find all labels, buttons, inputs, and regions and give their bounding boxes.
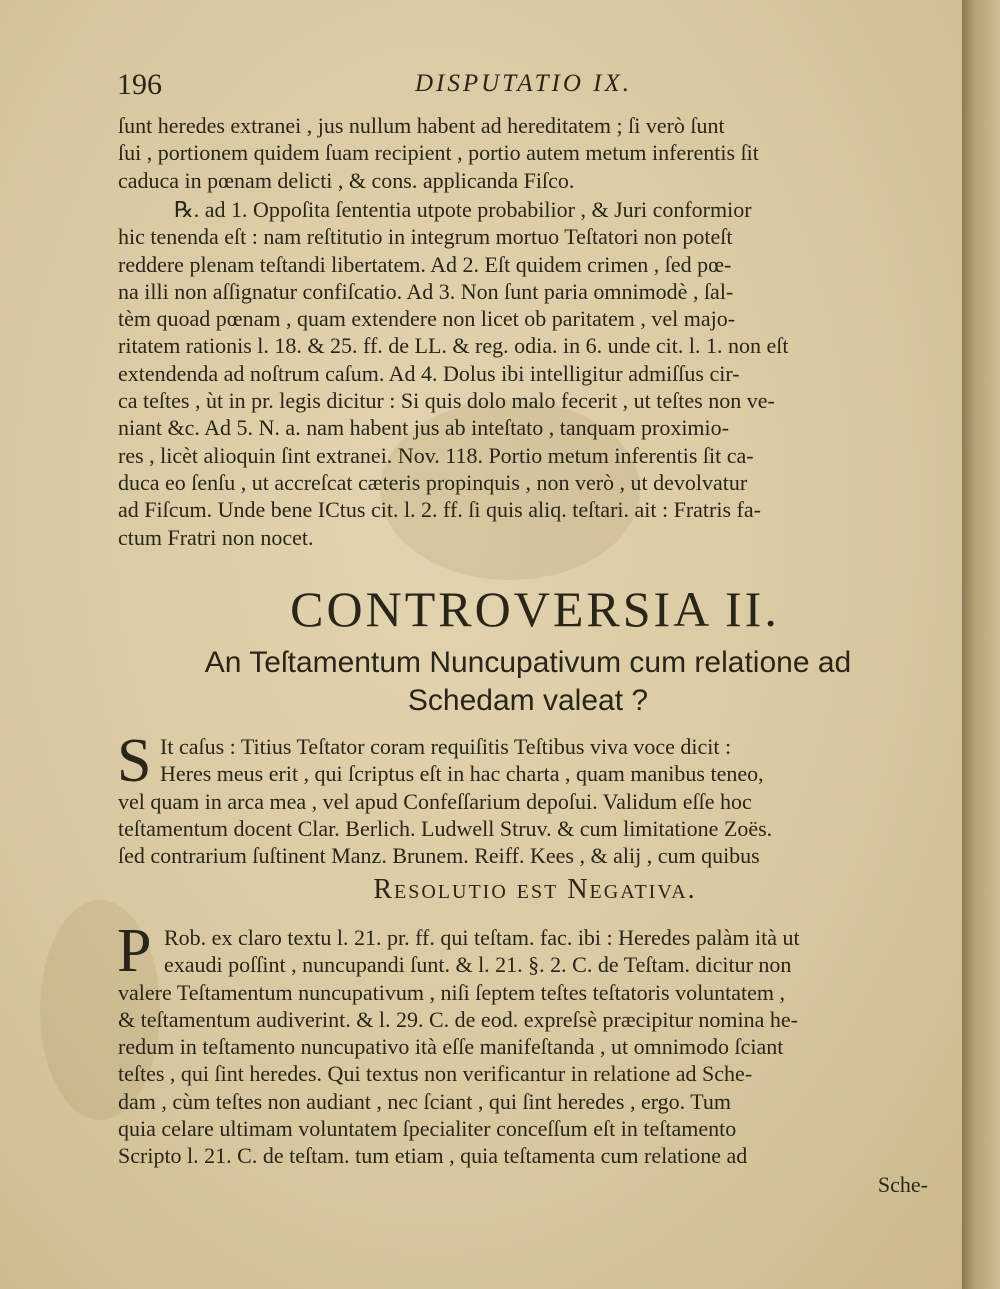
catchword: Sche- [877,1172,928,1197]
text-line: ſui , portionem quidem ſuam recipient , portio autem metum inferentis ſit [118,140,759,166]
question-line: Schedam valeat ? [407,684,649,717]
text-line: & teſtamentum audiverint. & l. 29. C. de eod. expreſsè præcipitur nomina he- [118,1006,799,1032]
resolution-heading: Resolutio est Negativa. [373,874,697,905]
text-line: teſtamentum docent Clar. Berlich. Ludwell Struv. & cum limitatione Zoës. [118,815,773,841]
text-line: na illi non aſſignatur confiſcatio. Ad 3. Non ſunt paria omnimodè , ſal- [118,278,734,304]
paragraph-1 [118,112,938,194]
text-line: ſed contrarium ſuſtinent Manz. Brunem. Reiff. Kees , & alij , cum quibus [118,843,760,869]
drop-cap: P [117,917,152,985]
text-line: quia celare ultimam voluntatem ſpecialiter conceſſum eſt in teſtamento [118,1116,737,1142]
text-line: Scripto l. 21. C. de teſtam. tum etiam , quia teſtamenta cum relatione ad [118,1143,748,1169]
text-line: hic tenenda eſt : nam reſtitutio in integrum mortuo Teſtatori non poteſt [118,224,733,250]
text-line: Heres meus erit , qui ſcriptus eſt in hac charta , quam manibus teneo, [160,761,764,787]
text-line: tèm quoad pœnam , quam extendere non licet ob paritatem , vel majo- [118,306,736,332]
paragraph-4 [118,924,938,1170]
text-line: duca eo ſenſu , ut accreſcat cæteris propinquis , non verò , ut devolvatur [118,469,748,495]
text-line: ad Fiſcum. Unde bene ICtus cit. l. 2. ff. ſi quis aliq. teſtari. ait : Fratris fa- [118,497,761,523]
text-line: ctum Fratri non nocet. [118,524,314,550]
text-line: vel quam in arca mea , vel apud Confeſſarium depoſui. Validum eſſe hoc [118,788,752,814]
text-line: caduca in pœnam delicti , & cons. applicanda Fiſco. [118,167,575,193]
text-line: valere Teſtamentum nuncupativum , niſi ſeptem teſtes teſtatoris voluntatem , [118,979,786,1005]
text-line: teſtes , qui ſint heredes. Qui textus non verificantur in relatione ad Sche- [118,1061,753,1087]
paragraph-2 [118,196,938,551]
controversia-heading: CONTROVERSIA II. [290,581,780,637]
text-line: It caſus : Titius Teſtator coram requiſitis Teſtibus viva voce dicit : [160,734,732,759]
text-line: ſunt heredes extranei , jus nullum habent ad hereditatem ; ſi verò ſunt [118,113,725,138]
text-line: dam , cùm teſtes non audiant , nec ſciant , qui ſint heredes , ergo. Tum [118,1088,732,1114]
text-line: extendenda ad noſtrum caſum. Ad 4. Dolus ibi intelligitur admiſſus cir- [118,360,740,386]
text-line: ca teſtes , ùt in pr. legis dicitur : Si quis dolo malo fecerit , ut teſtes non ve- [118,388,775,414]
text-line: Rob. ex claro textu l. 21. pr. ff. qui teſtam. fac. ibi : Heredes palàm ità ut [164,925,800,950]
question-line: An Teſtamentum Nuncupativum cum relatione ad [204,646,852,679]
text-line: reddere plenam teſtandi libertatem. Ad 2. Eſt quidem crimen , ſed pœ- [118,251,732,277]
page-number: 196 [117,68,162,101]
text-line: niant &c. Ad 5. N. a. nam habent jus ab inteſtato , tanquam proximio- [118,415,729,441]
text-line: res , licèt alioquin ſint extranei. Nov. 118. Portio metum inferentis ſit ca- [118,442,754,468]
paragraph-3 [118,733,938,869]
text-line: exaudi poſſint , nuncupandi ſunt. & l. 21. §. 2. C. de Teſtam. dicitur non [164,952,792,978]
text-line: ritatem rationis l. 18. & 25. ff. de LL. & reg. odia. in 6. unde cit. l. 1. non eſt [118,333,789,359]
book-gutter [962,0,1000,1289]
question-heading [118,644,938,720]
text-line: redum in teſtamento nuncupativo ità eſſe manifeſtanda , ut omnimodo ſciant [118,1034,784,1060]
text-line: ℞. ad 1. Oppoſita ſententia utpote probabilior , & Juri conformior [174,197,752,222]
running-head [0,68,962,108]
running-title: DISPUTATIO IX. [415,70,632,97]
drop-cap: S [117,727,152,795]
